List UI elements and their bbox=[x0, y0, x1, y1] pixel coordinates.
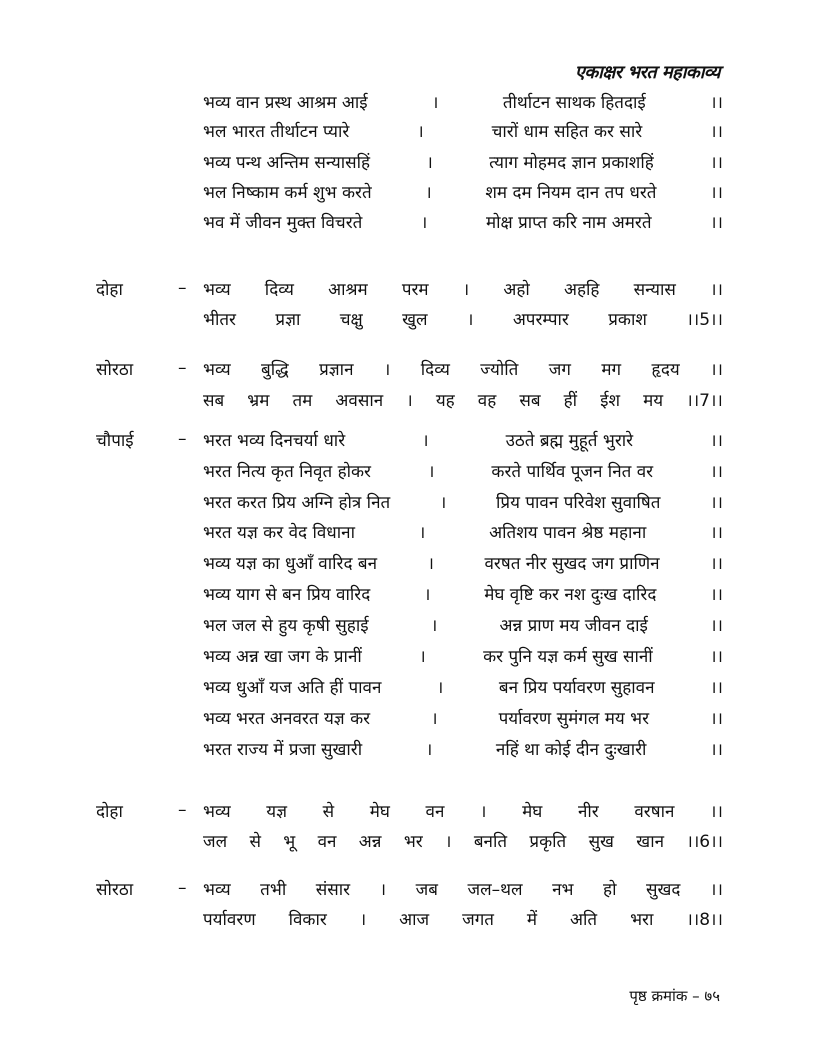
verse-segment: भ्रम bbox=[247, 390, 270, 411]
verse-segment: । bbox=[445, 831, 452, 852]
verse-segment: भव्य यज्ञ का धुआँ वारिद बन bbox=[203, 553, 378, 574]
verse-segment: नभ bbox=[552, 879, 574, 900]
verse-segment: भव्य वान प्रस्थ आश्रम आई bbox=[203, 92, 368, 113]
verse-segment: ।। bbox=[710, 615, 723, 636]
verse-segment: जग bbox=[548, 359, 571, 380]
verse-segment: भर bbox=[403, 831, 423, 852]
verse-segment: ।। bbox=[710, 646, 723, 667]
verse-segment: भल भारत तीर्थाटन प्यारे bbox=[203, 121, 350, 142]
verse-form-label: दोहा bbox=[96, 801, 123, 822]
verse-segment: ।।6।। bbox=[686, 831, 723, 852]
verse-form-label: दोहा bbox=[96, 279, 123, 300]
verse-segment: मय bbox=[643, 390, 664, 411]
verse-segment: ।। bbox=[710, 879, 723, 900]
verse-segment: ।।8।। bbox=[686, 909, 723, 930]
verse-segment: भू bbox=[283, 831, 296, 852]
verse-line bbox=[203, 178, 723, 204]
verse-segment: अहो bbox=[503, 279, 530, 300]
verse-segment: परम bbox=[401, 279, 429, 300]
verse-segment: भव्य bbox=[203, 801, 231, 822]
verse-segment: भरा bbox=[630, 909, 654, 930]
verse-segment: बुद्धि bbox=[261, 359, 289, 380]
verse-segment: हो bbox=[603, 879, 617, 900]
verse-line bbox=[203, 208, 723, 234]
verse-segment: भव्य पन्थ अन्तिम सन्यासहिं bbox=[203, 152, 371, 173]
verse-segment: ।। bbox=[710, 522, 723, 543]
verse-segment: यह bbox=[435, 390, 455, 411]
label-dash: – bbox=[178, 358, 187, 378]
verse-segment: खान bbox=[636, 831, 665, 852]
verse-segment: भव्य bbox=[203, 359, 231, 380]
verse-line bbox=[203, 386, 723, 412]
verse-form-label: चौपाई bbox=[96, 430, 134, 451]
verse-line bbox=[203, 355, 723, 381]
verse-segment: वह bbox=[477, 390, 497, 411]
verse-line bbox=[203, 518, 723, 544]
verse-segment: ।। bbox=[710, 359, 723, 380]
verse-segment: जब bbox=[415, 879, 438, 900]
verse-segment: ईश bbox=[600, 390, 621, 411]
verse-segment: मेघ bbox=[369, 801, 390, 822]
verse-segment: ।। bbox=[710, 553, 723, 574]
verse-segment: उठते ब्रह्म मुहूर्त भुरारे bbox=[505, 430, 634, 451]
verse-segment: ।। bbox=[710, 430, 723, 451]
verse-line bbox=[203, 673, 723, 699]
verse-line bbox=[203, 827, 723, 853]
verse-segment: सुखद bbox=[646, 879, 681, 900]
verse-segment: । bbox=[420, 212, 428, 233]
verse-segment: यज्ञ bbox=[266, 801, 287, 822]
verse-segment: । bbox=[430, 615, 438, 636]
verse-line bbox=[203, 275, 723, 301]
verse-segment: पर्यावरण सुमंगल मय भर bbox=[498, 708, 650, 729]
verse-segment: प्रज्ञा bbox=[275, 309, 301, 330]
verse-line bbox=[203, 580, 723, 606]
verse-segment: अहहि bbox=[564, 279, 600, 300]
verse-segment: । bbox=[422, 430, 429, 451]
verse-segment: भव्य अन्न खा जग के प्रानीं bbox=[203, 646, 362, 667]
verse-segment: जगत bbox=[462, 909, 494, 930]
verse-segment: भरत राज्य में प्रजा सुखारी bbox=[203, 739, 363, 760]
verse-segment: तभी bbox=[260, 879, 287, 900]
verse-segment: ।।5।। bbox=[686, 309, 723, 330]
verse-segment: बनति bbox=[473, 831, 508, 852]
verse-segment: खुल bbox=[402, 309, 428, 330]
verse-line bbox=[203, 549, 723, 575]
verse-segment: कर पुनि यज्ञ कर्म सुख सानीं bbox=[483, 646, 653, 667]
verse-segment: अन्न bbox=[358, 831, 382, 852]
verse-segment: अन्न प्राण मय जीवन दाई bbox=[499, 615, 648, 636]
verse-segment: सन्यास bbox=[633, 279, 676, 300]
verse-segment: भरत नित्य कृत निवृत होकर bbox=[203, 461, 372, 482]
label-dash: – bbox=[178, 429, 187, 449]
verse-segment: सब bbox=[519, 390, 541, 411]
verse-segment: । bbox=[439, 492, 447, 513]
label-dash: – bbox=[178, 878, 187, 898]
verse-line bbox=[203, 488, 723, 514]
verse-line bbox=[203, 117, 723, 143]
verse-line bbox=[203, 305, 723, 331]
verse-segment: अतिशय पावन श्रेष्ठ महाना bbox=[489, 522, 647, 543]
verse-segment: । bbox=[427, 461, 435, 482]
verse-segment: चारों धाम सहित कर सारे bbox=[491, 121, 643, 142]
verse-segment: भव्य याग से बन प्रिय वारिद bbox=[203, 584, 371, 605]
verse-segment: हीं bbox=[563, 390, 578, 411]
verse-segment: । bbox=[383, 359, 391, 380]
page-number: पृष्ठ क्रमांक – ७५ bbox=[629, 987, 720, 1005]
verse-segment: भव्य bbox=[203, 879, 231, 900]
verse-segment: प्रकाश bbox=[608, 309, 647, 330]
verse-segment: । bbox=[436, 677, 444, 698]
verse-segment: हृदय bbox=[651, 359, 680, 380]
verse-segment: ।। bbox=[710, 92, 723, 113]
verse-segment: मेघ वृष्टि कर नश दुःख दारिद bbox=[484, 584, 657, 605]
verse-line bbox=[203, 426, 723, 452]
verse-line bbox=[203, 88, 723, 114]
verse-line bbox=[203, 875, 723, 901]
verse-segment: जल bbox=[203, 831, 228, 852]
verse-line bbox=[203, 797, 723, 823]
verse-segment: ।। bbox=[710, 584, 723, 605]
verse-segment: प्रज्ञान bbox=[319, 359, 354, 380]
label-dash: – bbox=[178, 278, 187, 298]
verse-segment: वन bbox=[317, 831, 337, 852]
verse-segment: प्रिय पावन परिवेश सुवाषित bbox=[496, 492, 661, 513]
verse-segment: नहिं था कोई दीन दुःखारी bbox=[495, 739, 647, 760]
verse-line bbox=[203, 457, 723, 483]
verse-segment: ।। bbox=[710, 677, 723, 698]
verse-segment: ।। bbox=[710, 212, 723, 233]
verse-segment: । bbox=[418, 522, 426, 543]
verse-segment: भीतर bbox=[203, 309, 236, 330]
verse-line bbox=[203, 905, 723, 931]
verse-segment: ।। bbox=[710, 152, 723, 173]
verse-segment: भव में जीवन मुक्त विचरते bbox=[203, 212, 363, 233]
verse-segment: भल निष्काम कर्म शुभ करते bbox=[203, 182, 372, 203]
verse-segment: मेघ bbox=[522, 801, 543, 822]
verse-segment: विकार bbox=[288, 909, 327, 930]
verse-segment: भव्य bbox=[203, 279, 231, 300]
verse-segment: संसार bbox=[315, 879, 351, 900]
verse-segment: करते पार्थिव पूजन नित वर bbox=[491, 461, 654, 482]
verse-segment: सुख bbox=[588, 831, 614, 852]
verse-segment: भरत भव्य दिनचर्या धारे bbox=[203, 430, 346, 451]
verse-segment: । bbox=[462, 279, 470, 300]
verse-segment: मग bbox=[601, 359, 622, 380]
verse-line bbox=[203, 642, 723, 668]
verse-segment: मोक्ष प्राप्त करि नाम अमरते bbox=[485, 212, 652, 233]
verse-segment: आश्रम bbox=[328, 279, 368, 300]
verse-segment: । bbox=[417, 121, 424, 142]
verse-segment: ।। bbox=[710, 492, 723, 513]
verse-segment: सब bbox=[203, 390, 225, 411]
verse-line bbox=[203, 611, 723, 637]
verse-segment: भरत यज्ञ कर वेद विधाना bbox=[203, 522, 356, 543]
verse-segment: ।। bbox=[710, 801, 723, 822]
verse-segment: ज्योति bbox=[480, 359, 519, 380]
verse-segment: ।। bbox=[710, 461, 723, 482]
verse-line bbox=[203, 148, 723, 174]
verse-segment: । bbox=[425, 182, 432, 203]
verse-segment: । bbox=[419, 646, 426, 667]
verse-form-label: सोरठा bbox=[96, 359, 134, 380]
verse-segment: पर्यावरण bbox=[203, 909, 256, 930]
verse-segment: जल–थल bbox=[467, 879, 523, 900]
verse-segment: से bbox=[249, 831, 261, 852]
verse-segment: शम दम नियम दान तप धरते bbox=[485, 182, 657, 203]
verse-line bbox=[203, 704, 723, 730]
verse-segment: त्याग मोहमद ज्ञान प्रकाशहिं bbox=[489, 152, 654, 173]
verse-segment: चक्षु bbox=[339, 309, 363, 330]
verse-segment: दिव्य bbox=[264, 279, 294, 300]
verse-segment: वरषत नीर सुखद जग प्राणिन bbox=[484, 553, 660, 574]
verse-segment: अति bbox=[570, 909, 598, 930]
verse-segment: ।।7।। bbox=[686, 390, 723, 411]
verse-segment: ।। bbox=[710, 182, 723, 203]
verse-segment: । bbox=[426, 152, 433, 173]
verse-segment: । bbox=[432, 92, 439, 113]
verse-segment: भल जल से हुय कृषी सुहाई bbox=[203, 615, 369, 636]
verse-segment: ।। bbox=[710, 708, 723, 729]
verse-segment: । bbox=[359, 909, 367, 930]
verse-segment: वरषान bbox=[634, 801, 675, 822]
verse-segment: वन bbox=[425, 801, 445, 822]
verse-segment: अपरम्पार bbox=[512, 309, 569, 330]
verse-segment: बन प्रिय पर्यावरण सुहावन bbox=[498, 677, 655, 698]
verse-segment: तम bbox=[292, 390, 313, 411]
verse-segment: नीर bbox=[577, 801, 599, 822]
book-title-header: एकाक्षर भरत महाकाव्य bbox=[574, 62, 720, 83]
verse-form-label: सोरठा bbox=[96, 879, 134, 900]
verse-segment: प्रकृति bbox=[529, 831, 567, 852]
verse-segment: भव्य भरत अनवरत यज्ञ कर bbox=[203, 708, 371, 729]
verse-segment: तीर्थाटन साथक हितदाई bbox=[502, 92, 646, 113]
verse-segment: । bbox=[406, 390, 413, 411]
verse-segment: । bbox=[424, 584, 431, 605]
verse-segment: । bbox=[427, 553, 434, 574]
verse-segment: । bbox=[379, 879, 387, 900]
verse-segment: दिव्य bbox=[420, 359, 450, 380]
verse-segment: । bbox=[431, 708, 438, 729]
verse-segment: अवसान bbox=[335, 390, 384, 411]
label-dash: – bbox=[178, 800, 187, 820]
verse-segment: में bbox=[526, 909, 538, 930]
verse-segment: से bbox=[322, 801, 335, 822]
verse-segment: ।। bbox=[710, 279, 723, 300]
verse-line bbox=[203, 735, 723, 761]
verse-segment: ।। bbox=[710, 739, 723, 760]
verse-segment: भव्य धुआँ यज अति हीं पावन bbox=[203, 677, 382, 698]
verse-segment: । bbox=[480, 801, 487, 822]
verse-segment: । bbox=[466, 309, 474, 330]
verse-segment: आज bbox=[399, 909, 430, 930]
verse-segment: ।। bbox=[710, 121, 723, 142]
verse-segment: भरत करत प्रिय अग्नि होत्र नित bbox=[203, 492, 391, 513]
verse-segment: । bbox=[425, 739, 433, 760]
